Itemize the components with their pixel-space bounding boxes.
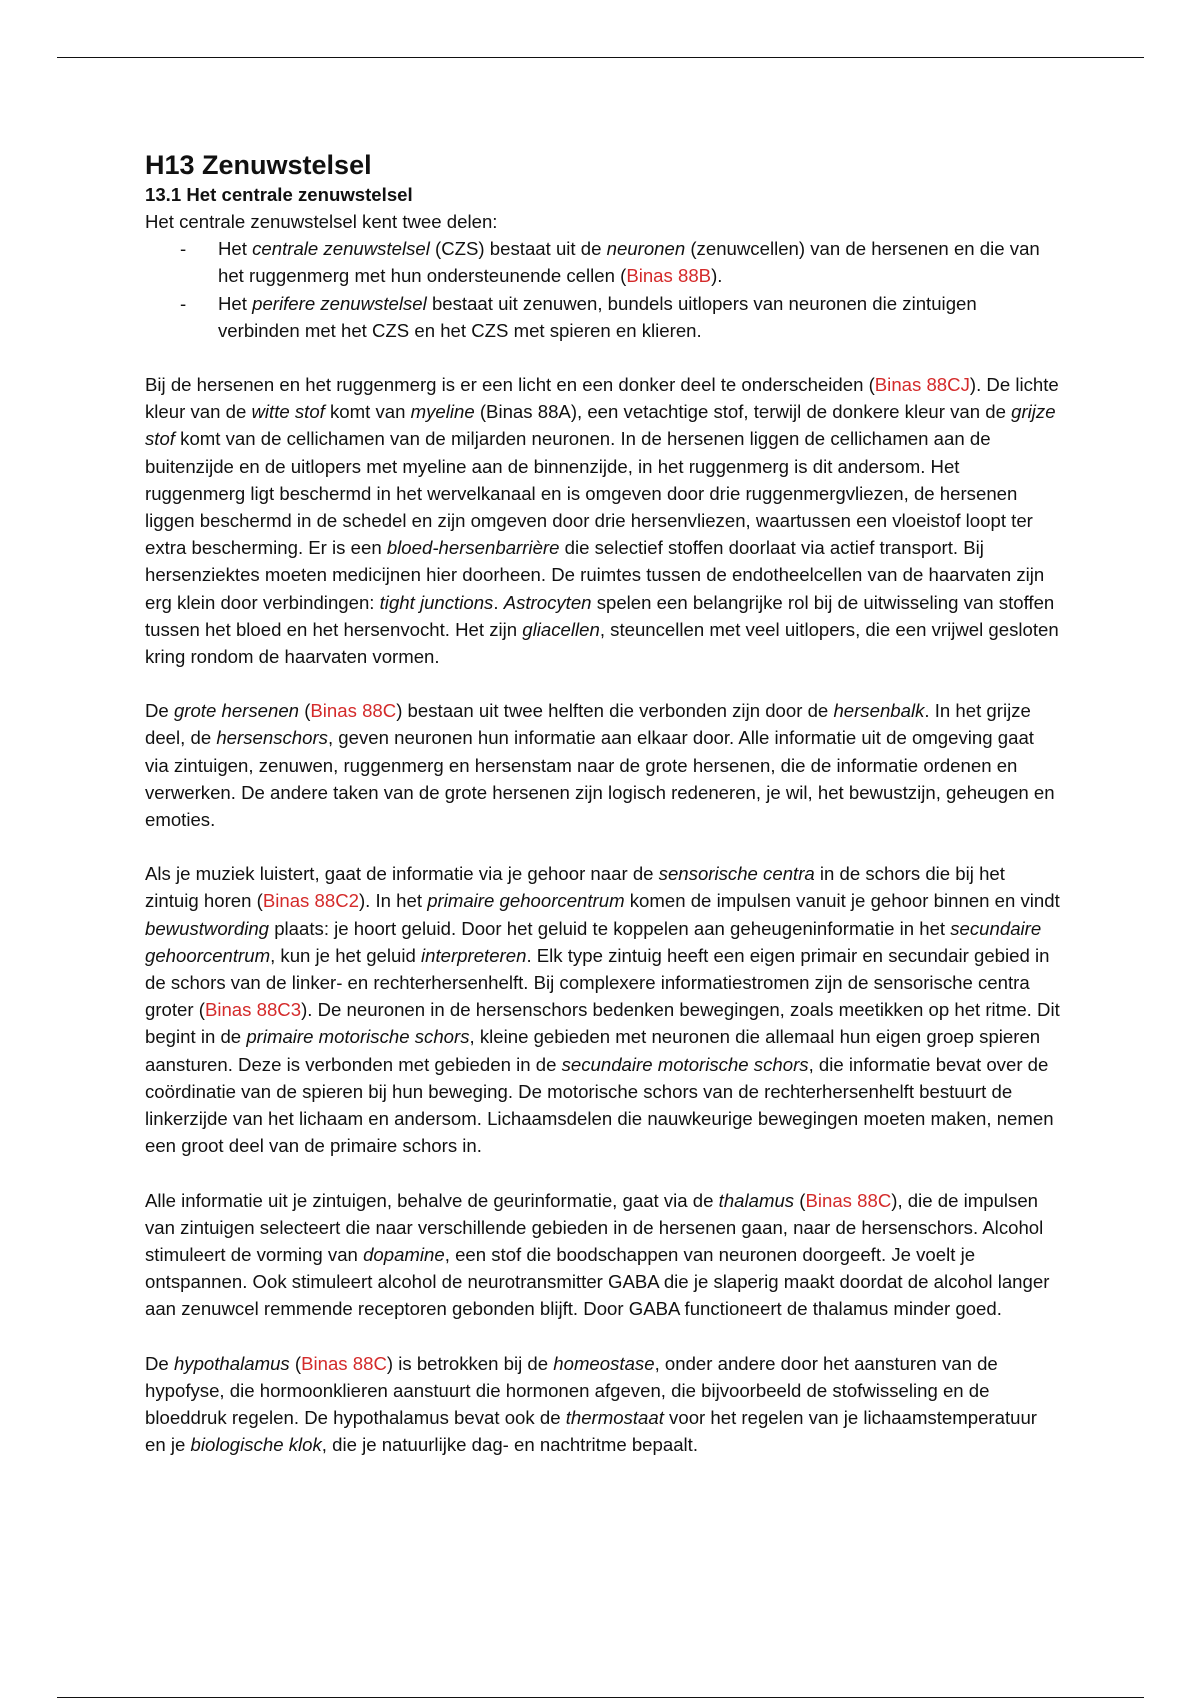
italic-term: myeline xyxy=(410,401,475,423)
italic-term: biologische klok xyxy=(190,1434,322,1456)
list-item-text xyxy=(218,238,1040,286)
text-run: ). De neuronen in de hersenschors bedenken bewegingen, zoals meetikken op het ritme. Dit begint in de xyxy=(145,999,1060,1048)
binas-reference: Binas 88B xyxy=(626,265,712,287)
list-item-text xyxy=(218,293,977,341)
text-run: , een stof die boodschappen van neuronen doorgeeft. Je voelt je ontspannen. Ook stimuleert alcohol de neurotransmitter GABA die je slaperig maakt doordat de alcohol langer aan zenuwcel remmende receptoren gebonden blijft. Door GABA functioneert de thalamus minder goed. xyxy=(145,1243,1050,1320)
list-item xyxy=(145,235,1060,289)
text-run: ( xyxy=(289,1352,302,1374)
text-run: ) is betrokken bij de xyxy=(386,1352,554,1374)
italic-term: thermostaat xyxy=(565,1406,664,1428)
paragraph-thalamus xyxy=(145,1187,1060,1323)
text-run: De xyxy=(145,1352,174,1374)
text-run: , steuncellen met veel uitlopers, die een vrijwel gesloten kring rondom de haarvaten vormen. xyxy=(145,618,1059,668)
text-run: ) bestaan uit twee helften die verbonden zijn door de xyxy=(396,700,834,722)
text-run: (Binas 88A), een vetachtige stof, terwijl de donkere kleur van de xyxy=(474,401,1012,423)
italic-term: witte stof xyxy=(251,401,325,423)
text-run: . Elk type zintuig heeft een eigen primair en secundair gebied in de schors van de linker- en rechterhersenhelft. Bij complexere informatiestromen zijn de sensorische centra groter ( xyxy=(145,944,1050,1021)
italic-term: hersenbalk xyxy=(833,700,925,722)
italic-term: secundaire gehoorcentrum xyxy=(145,917,1042,966)
text-run: plaats: je hoort geluid. Door het geluid te koppelen aan geheugeninformatie in het xyxy=(269,917,951,939)
binas-reference: Binas 88C2 xyxy=(262,890,359,912)
text-run: bestaat uit zenuwen, bundels uitlopers van neuronen die zintuigen verbinden met het CZS en het CZS met spieren en klieren. xyxy=(218,292,977,341)
binas-reference: Binas 88C xyxy=(805,1189,892,1211)
italic-term: grijze stof xyxy=(145,401,1056,450)
text-run: komt van de cellichamen van de miljarden neuronen. In de hersenen liggen de cellichamen aan de buitenzijde en de uitlopers met myeline aan de binnenzijde, in het ruggenmerg is dit andersom. Het ruggenmerg ligt beschermd in het wervelkanaal en is omgeven door drie ruggenmergvliezen, de hersenen liggen beschermd in de schedel en zijn omgeven door drie hersenvliezen, waartussen een vloeistof loopt ter extra bescherming. Er is een xyxy=(145,428,1033,559)
italic-term: neuronen xyxy=(606,238,686,260)
italic-term: Astrocyten xyxy=(503,591,592,613)
italic-term: secundaire motorische schors xyxy=(561,1053,809,1075)
bottom-horizontal-rule xyxy=(57,1697,1144,1698)
top-horizontal-rule xyxy=(57,57,1144,58)
list-item xyxy=(145,290,1060,344)
definition-list xyxy=(145,235,1060,344)
text-run: Het xyxy=(218,238,253,260)
italic-term: primaire motorische schors xyxy=(246,1026,470,1048)
text-run: komt van xyxy=(324,401,411,423)
text-run: . xyxy=(493,591,504,613)
binas-reference: Binas 88CJ xyxy=(874,374,970,396)
text-run: Als je muziek luistert, gaat de informatie via je gehoor naar de xyxy=(145,863,659,885)
italic-term: perifere zenuwstelsel xyxy=(252,292,427,314)
text-run: , die informatie bevat over de coördinatie van de spieren bij hun beweging. De motorische schors van de rechterhersenhelft bestuurt de linkerzijde van het lichaam en andersom. Lichaamsdelen die nauwkeurige bewegingen moeten maken, nemen een groot deel van de primaire schors in. xyxy=(145,1053,1054,1157)
binas-reference: Binas 88C xyxy=(310,700,397,722)
text-run: spelen een belangrijke rol bij de uitwisseling van stoffen tussen het bloed en het hersenvocht. Het zijn xyxy=(145,591,1055,640)
italic-term: interpreteren xyxy=(421,944,527,966)
text-run: (CZS) bestaat uit de xyxy=(429,238,607,260)
italic-term: primaire gehoorcentrum xyxy=(427,890,625,912)
text-run: De xyxy=(145,700,174,722)
intro-sentence: Het centrale zenuwstelsel kent twee delen: xyxy=(145,211,498,232)
italic-term: dopamine xyxy=(363,1243,445,1265)
text-run: , geven neuronen hun informatie aan elkaar door. Alle informatie uit de omgeving gaat via zintuigen, zenuwen, ruggenmerg en hersenstam naar de grote hersenen, die de informatie ordenen en verwerken. De andere taken van de grote hersenen zijn logisch redeneren, je wil, het bewustzijn, geheugen en emoties. xyxy=(145,727,1055,831)
text-run: (zenuwcellen) van de hersenen en die van het ruggenmerg met hun ondersteunende cellen ( xyxy=(218,238,1040,287)
bullet-dash: - xyxy=(180,292,187,314)
text-run: die selectief stoffen doorlaat via actief transport. Bij hersenziektes moeten medicijnen hier doorheen. De ruimtes tussen de endotheelcellen van de haarvaten zijn erg klein door verbindingen: xyxy=(145,537,1045,613)
italic-term: grote hersenen xyxy=(173,700,300,722)
paragraph-white-grey-matter xyxy=(145,371,1060,670)
chapter-title: H13 Zenuwstelsel xyxy=(145,150,372,180)
italic-term: sensorische centra xyxy=(658,863,815,885)
paragraph-hypothalamus xyxy=(145,1350,1060,1459)
bullet-dash: - xyxy=(180,238,187,260)
text-run: ). De lichte kleur van de xyxy=(145,374,1059,423)
italic-term: hersenschors xyxy=(216,727,328,749)
italic-term: bloed-hersenbarrière xyxy=(386,537,560,559)
italic-term: centrale zenuwstelsel xyxy=(252,238,430,260)
binas-reference: Binas 88C xyxy=(301,1352,387,1374)
text-run: , die je natuurlijke dag- en nachtritme bepaalt. xyxy=(321,1434,698,1456)
binas-reference: Binas 88C3 xyxy=(204,999,302,1021)
text-run: ), die de impulsen van zintuigen selecteert die naar verschillende gebieden in de hersenen gaan, naar de hersenschors. Alcohol stimuleert de vorming van xyxy=(145,1189,1044,1265)
text-run: . In het grijze deel, de xyxy=(145,700,1031,749)
text-run: Bij de hersenen en het ruggenmerg is er een licht en een donker deel te onderscheiden ( xyxy=(145,374,875,396)
text-run: ). In het xyxy=(358,890,428,912)
italic-term: homeostase xyxy=(553,1352,655,1374)
section-heading: 13.1 Het centrale zenuwstelsel xyxy=(145,184,413,205)
text-run: , kun je het geluid xyxy=(270,944,421,966)
paragraph-sensory-motor-cortex xyxy=(145,860,1060,1159)
text-run: Alle informatie uit je zintuigen, behalve de geurinformatie, gaat via de xyxy=(145,1189,719,1211)
text-run: ( xyxy=(299,700,311,722)
text-run: ). xyxy=(711,265,723,287)
italic-term: tight junctions xyxy=(379,591,494,613)
italic-term: bewustwording xyxy=(145,917,270,939)
text-run: voor het regelen van je lichaamstemperatuur en je xyxy=(145,1406,1038,1456)
text-run: ( xyxy=(794,1189,806,1211)
text-run: , kleine gebieden met neuronen die allemaal hun eigen groep spieren aansturen. Deze is verbonden met gebieden in de xyxy=(145,1026,1041,1075)
italic-term: hypothalamus xyxy=(173,1352,290,1374)
text-run: Het xyxy=(218,292,253,314)
document-body xyxy=(145,148,1060,1458)
paragraph-cerebrum xyxy=(145,697,1060,833)
italic-term: gliacellen xyxy=(522,618,600,640)
italic-term: thalamus xyxy=(718,1189,795,1211)
text-run: in de schors die bij het zintuig horen ( xyxy=(145,863,1005,912)
text-run: komen de impulsen vanuit je gehoor binnen en vindt xyxy=(624,890,1060,912)
text-run: , onder andere door het aansturen van de hypofyse, die hormoonklieren aanstuurt die hormonen afgeven, die bijvoorbeeld de stofwisseling en de bloeddruk regelen. De hypothalamus bevat ook de xyxy=(145,1352,998,1428)
